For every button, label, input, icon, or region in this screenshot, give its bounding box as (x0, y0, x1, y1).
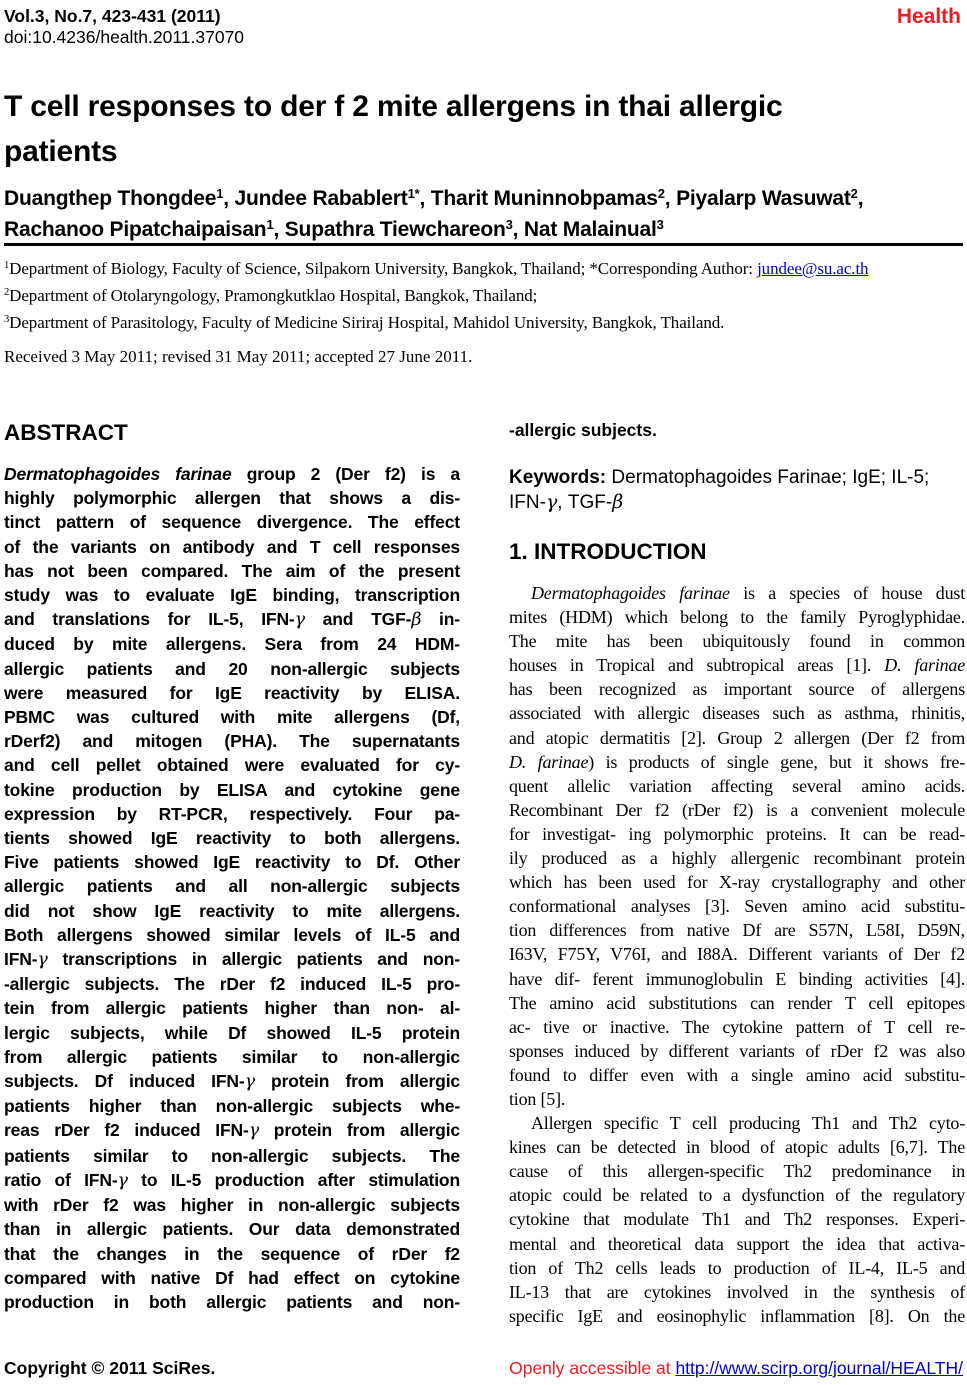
text-line: D. farinae) is products of single gene, but it shows fre- (509, 751, 965, 772)
text-line: IL-13 that are cytokines involved in the synthesis of (509, 1281, 965, 1302)
text-line: cause of this allergen-specific Th2 predominance in (509, 1161, 965, 1182)
abstract-heading: ABSTRACT (4, 420, 128, 445)
keywords-block (509, 465, 965, 515)
text-line: tion [5]. (509, 1088, 566, 1109)
text-line: Dermatophagoides farinae is a species of house dust (531, 583, 965, 603)
text-line: kines can be detected in blood of atopic adults [6,7]. The (509, 1137, 965, 1158)
text-line: from allergic patients similar to non-allergic (4, 1046, 460, 1067)
text-line: conformational analyses [3]. Seven amino acid substitu- (509, 896, 965, 917)
text-line: ily produced as a highly allergenic recombinant protein (509, 848, 965, 869)
text-line: study was to evaluate IgE binding, transcription (4, 585, 460, 606)
text-line: atopic could be related to a dysfunction of the regulatory (509, 1185, 965, 1206)
header-volume: Vol.3, No.7, 423-431 (2011) (4, 6, 221, 26)
text-line: Duangthep Thongdee$^1$, Jundee Rabablert$^{1*}$, Tharit Muninnobpamas$^2$, Piyalarp Wasuwat$^2$, (4, 185, 864, 210)
text-line: T cell responses to der f 2 mite allergens in thai allergic (4, 90, 783, 123)
header (4, 6, 244, 48)
text-line: Five patients showed IgE reactivity to Df. Other (4, 852, 460, 873)
keywords-line (509, 465, 965, 490)
text-line: reas rDer f2 induced IFN-γ protein from allergic (4, 1120, 460, 1142)
introduction-heading: 1. INTRODUCTION (509, 539, 707, 564)
text-line: Allergen specific T cell producing Th1 and Th2 cyto- (531, 1113, 965, 1134)
authors (4, 184, 963, 246)
right-column (509, 418, 965, 1328)
text-line: and atopic dermatitis [2]. Group 2 allergen (Der f2 from (509, 727, 965, 748)
text-line: I63V, F75Y, V76I, and I88A. Different variants of Der f2 (509, 944, 965, 965)
keywords-line: IFN-γ, TGF-β (509, 491, 624, 513)
text-line: IFN-γ transcriptions in allergic patients and non- (4, 949, 460, 971)
text-line: Recombinant Der f2 (rDer f2) is a convenient molecule (509, 799, 965, 820)
text-line: mental and theoretical data support the idea that activa- (509, 1233, 965, 1254)
text-line: PBMC was cultured with mite allergens (Df, (4, 707, 460, 728)
text-line: specific IgE and eosinophylic inflammation [8]. On the (509, 1305, 965, 1326)
keywords-text: Dermatophagoides Farinae; IgE; IL-5; (606, 467, 930, 488)
text-line: quent allelic variation affecting several amino acids. (509, 775, 965, 796)
introduction-paragraph-1 (509, 581, 965, 1111)
abstract-section (4, 418, 460, 1314)
text-line: than in allergic patients. Our data demonstrated (4, 1219, 460, 1240)
text-line: mites (HDM) which belong to the family Pyroglyphidae. (509, 607, 965, 628)
affiliations (4, 257, 868, 338)
affiliation-line (4, 257, 868, 284)
text-line: subjects. Df induced IFN-γ protein from allergic (4, 1071, 460, 1093)
affiliation-text: $^3$Department of Parasitology, Faculty of Medicine Siriraj Hospital, Mahidol University, Bangkok, Thailand. (4, 313, 725, 332)
text-line: patients (4, 135, 118, 168)
text-line: tokine production by ELISA and cytokine gene (4, 779, 460, 800)
header-doi: doi:10.4236/health.2011.37070 (4, 27, 245, 47)
text-line: and cell pellet obtained were evaluated for cy- (4, 755, 460, 776)
affiliation-line (4, 311, 868, 338)
text-line: sponses induced by different variants of rDer f2 was also (509, 1040, 965, 1061)
text-line: tion of Th2 cells leads to production of IL-4, IL-5 and (509, 1257, 965, 1278)
text-line: has been recognized as important source of allergens (509, 679, 965, 700)
text-line: The mite has been ubiquitously found in common (509, 631, 965, 652)
text-line: -allergic subjects. The rDer f2 induced IL-5 pro- (4, 974, 460, 995)
text-line: ratio of IFN-γ to IL-5 production after stimulation (4, 1169, 460, 1191)
text-line: found to differ even with a single amino acid substitu- (509, 1064, 965, 1085)
text-line: lergic subjects, while Df showed IL-5 protein (4, 1022, 460, 1043)
text-line: which has been used for X-ray crystallography and other (509, 872, 965, 893)
access-note (509, 1358, 963, 1379)
journal-name: Health (896, 5, 961, 28)
abstract-continuation: -allergic subjects. (509, 420, 657, 440)
affiliation-text: $^1$Department of Biology, Faculty of Science, Silpakorn University, Bangkok, Thailand; *Corresponding Author: (4, 259, 758, 278)
title-divider (4, 243, 963, 246)
text-line: cytokine that modulate Th1 and Th2 responses. Experi- (509, 1209, 965, 1230)
text-line: allergic patients and all non-allergic subjects (4, 876, 460, 897)
text-line: highly polymorphic allergen that shows a dis- (4, 488, 460, 509)
text-line: of the variants on antibody and T cell responses (4, 536, 460, 557)
text-line: allergic patients and 20 non-allergic subjects (4, 658, 460, 679)
text-line: tinct pattern of sequence divergence. The effect (4, 512, 460, 533)
text-line: houses in Tropical and subtropical areas [1]. D. farinae (509, 655, 965, 676)
text-line: patients higher than non-allergic subjects whe- (4, 1096, 460, 1117)
text-line: The amino acid substitutions can render T cell epitopes (509, 992, 965, 1013)
text-line: production in both allergic patients and non- (4, 1291, 460, 1312)
copyright-text: Copyright © 2011 SciRes. (4, 1358, 216, 1378)
text-line: has not been compared. The aim of the present (4, 560, 460, 581)
text-line: patients similar to non-allergic subjects. The (4, 1145, 460, 1166)
text-line: tion differences from native Df are S57N, L58I, D59N, (509, 920, 965, 941)
text-line: did not show IgE reactivity to mite allergens. (4, 900, 460, 921)
text-line: tients showed IgE reactivity to both allergens. (4, 828, 460, 849)
received-line: Received 3 May 2011; revised 31 May 2011; accepted 27 June 2011. (4, 347, 473, 366)
affiliation-line (4, 284, 868, 311)
corresponding-author-link[interactable]: jundee@su.ac.th (757, 259, 869, 278)
text-line: Rachanoo Pipatchaipaisan$^1$, Supathra Tiewchareon$^3$, Nat Malainual$^3$ (4, 216, 664, 241)
text-line: associated with allergic diseases such as asthma, rhinitis, (509, 703, 965, 724)
footer (4, 1358, 963, 1379)
access-text: Openly accessible at (509, 1358, 676, 1378)
text-line: rDerf2) and mitogen (PHA). The supernatants (4, 731, 460, 752)
text-line: Both allergens showed similar levels of IL-5 and (4, 924, 460, 945)
text-line: Dermatophagoides farinae group 2 (Der f2) is a (4, 464, 460, 484)
text-line: for investigat- ing polymorphic proteins. It can be read- (509, 823, 965, 844)
text-line: and translations for IL-5, IFN-γ and TGF-β in- (4, 609, 460, 631)
text-line: ac- tive or inactive. The cytokine pattern of T cell re- (509, 1016, 965, 1037)
journal-link[interactable]: http://www.scirp.org/journal/HEALTH/ (675, 1358, 963, 1378)
text-line: with rDer f2 was higher in non-allergic subjects (4, 1195, 460, 1216)
paper-title (4, 84, 963, 174)
text-line: were measured for IgE reactivity by ELISA. (4, 682, 460, 703)
introduction-paragraph-2 (509, 1111, 965, 1328)
text-line: compared with native Df had effect on cytokine (4, 1267, 460, 1288)
text-line: expression by RT-PCR, respectively. Four pa- (4, 803, 460, 824)
text-line: that the changes in the sequence of rDer f2 (4, 1243, 460, 1264)
text-line: have dif- ferent immunoglobulin E binding activities [4]. (509, 968, 965, 989)
abstract-body (4, 462, 460, 1314)
text-line: tein from allergic patients higher than non- al- (4, 998, 460, 1019)
affiliation-text: $^2$Department of Otolaryngology, Pramongkutklao Hospital, Bangkok, Thailand; (4, 286, 538, 305)
text-line: duced by mite allergens. Sera from 24 HDM- (4, 634, 460, 655)
keywords-label: Keywords: (509, 467, 607, 488)
